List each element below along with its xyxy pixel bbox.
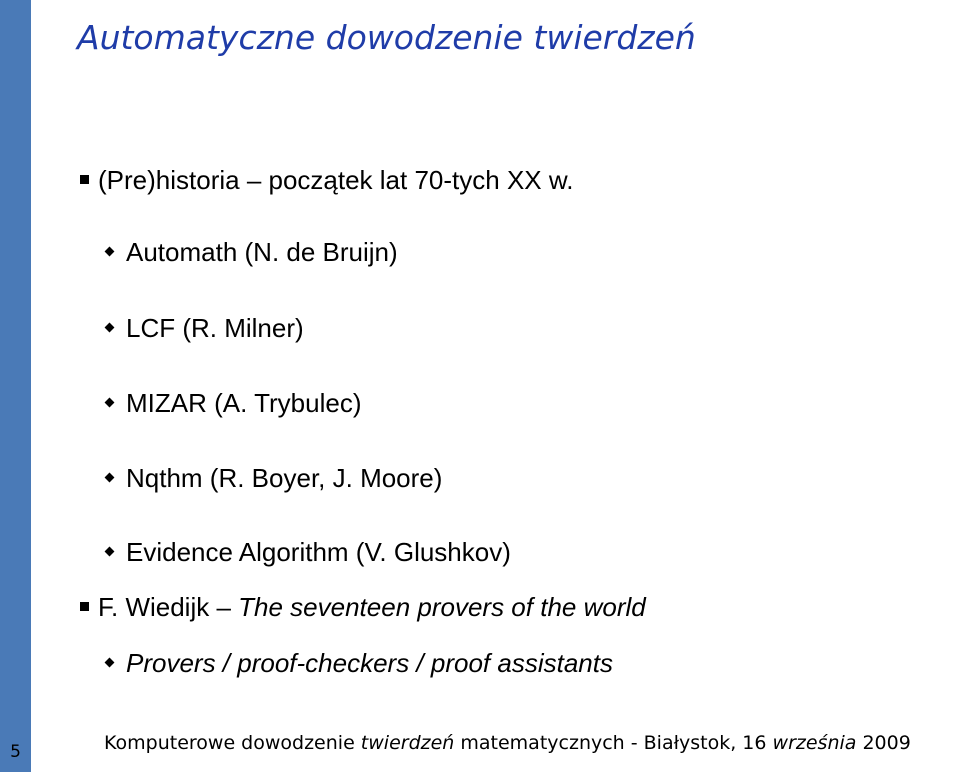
bullet-text: F. Wiedijk – [98,592,239,622]
bullet-text: (Pre)historia – początek lat 70-tych XX w. [98,165,574,195]
sub-bullet-evidence-algorithm [106,536,511,568]
bullet-wiedijk [80,591,646,623]
sub-bullet-mizar [106,387,361,419]
sub-bullet-provers [106,647,613,679]
slide-footer [104,732,911,754]
sub-bullet-lcf [106,312,304,344]
sub-bullet-nqthm [106,462,442,494]
bullet-text: Evidence Algorithm (V. Glushkov) [126,537,511,567]
footer-text-italic: twierdzeń [360,732,455,754]
diamond-bullet-icon [105,247,115,257]
slide-title: Automatyczne dowodzenie twierdzeń [77,18,696,57]
bullet-text: LCF (R. Milner) [126,313,304,343]
footer-text: Komputerowe dowodzenie [104,732,361,754]
footer-text: 2009 [856,732,911,754]
slide-number: 5 [10,742,21,762]
footer-text-italic: września [772,732,857,754]
bullet-text-italic: The seventeen provers of the world [238,592,646,622]
diamond-bullet-icon [105,473,115,483]
bullet-text: Automath (N. de Bruijn) [126,237,398,267]
bullet-text-italic: Provers / proof-checkers / proof assistants [126,648,613,678]
sub-bullet-automath [106,236,398,268]
square-bullet-icon [80,602,89,611]
diamond-bullet-icon [105,658,115,668]
bullet-text: MIZAR (A. Trybulec) [126,388,362,418]
bullet-text: Nqthm (R. Boyer, J. Moore) [126,463,443,493]
diamond-bullet-icon [105,547,115,557]
footer-text: matematycznych - Białystok, 16 [454,732,773,754]
bullet-prehistory [80,164,573,196]
side-bar [0,0,31,772]
square-bullet-icon [80,175,89,184]
diamond-bullet-icon [105,323,115,333]
diamond-bullet-icon [105,398,115,408]
